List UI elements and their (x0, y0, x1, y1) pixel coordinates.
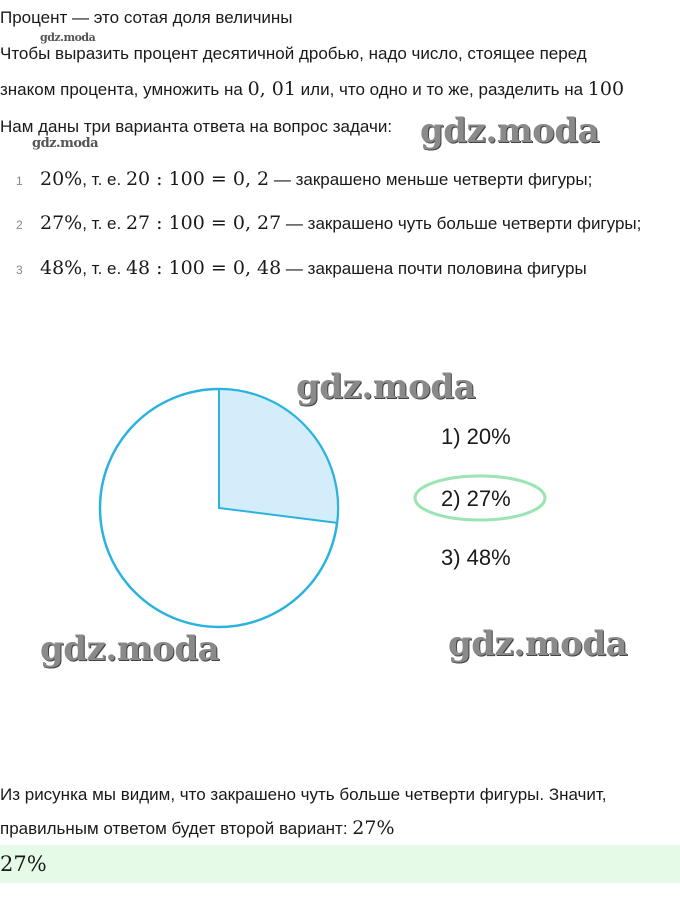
option-1: 1) 20% (441, 424, 511, 449)
watermark: gdz.moda (296, 367, 476, 407)
list-item-text: — закрашено чуть больше четверти фигуры; (281, 214, 642, 233)
watermark: gdz.moda (40, 629, 220, 669)
math-value: 48 : 100 = 0, 48 (125, 257, 282, 279)
math-value: 27% (352, 817, 395, 839)
math-value: 0, 01 (247, 78, 296, 100)
list-item-text: — закрашено меньше четверти фигуры; (269, 170, 593, 189)
list-item-number: 1 (16, 174, 23, 188)
list-item-text: , т. е. (82, 214, 126, 233)
conclusion-text: правильным ответом будет второй вариант: (0, 819, 353, 838)
watermark-small: gdz.moda (32, 136, 99, 151)
list-item (0, 212, 641, 238)
rule-text-part: или, что одно и то же, разделить на (295, 80, 588, 99)
list-item (0, 168, 592, 194)
watermark: gdz.moda (448, 624, 628, 664)
watermark-small: gdz.moda (40, 31, 96, 44)
list-item-number: 3 (16, 263, 23, 277)
list-item-text: — закрашена почти половина фигуры (281, 259, 587, 278)
conclusion-line-1: Из рисунка мы видим, что закрашено чуть больше четверти фигуры. Значит, (0, 785, 607, 804)
answer-value: 27% (0, 852, 47, 876)
list-item-number: 2 (16, 218, 23, 232)
heading: Процент — это сотая доля величины (0, 8, 293, 27)
math-value: 20% (40, 168, 83, 190)
watermark: gdz.moda (420, 111, 600, 151)
list-item (0, 257, 587, 283)
rule-text-line-1: Чтобы выразить процент десятичной дробью, надо число, стоящее перед (0, 44, 587, 63)
rule-text-part: знаком процента, умножить на (0, 80, 248, 99)
pie-shaded-slice (219, 389, 338, 523)
conclusion-line-2 (0, 817, 395, 839)
list-item-text: , т. е. (82, 259, 126, 278)
rule-text-line-2 (0, 78, 624, 100)
option-2: 2) 27% (441, 486, 511, 511)
math-value: 27 : 100 = 0, 27 (125, 212, 282, 234)
intro-text: Нам даны три варианта ответа на вопрос задачи: (0, 117, 393, 136)
list-item-text: , т. е. (82, 170, 126, 189)
option-3: 3) 48% (441, 545, 511, 570)
math-value: 27% (40, 212, 83, 234)
math-value: 20 : 100 = 0, 2 (125, 168, 270, 190)
math-value: 48% (40, 257, 83, 279)
math-value: 100 (587, 78, 625, 100)
answer-box (0, 845, 680, 883)
